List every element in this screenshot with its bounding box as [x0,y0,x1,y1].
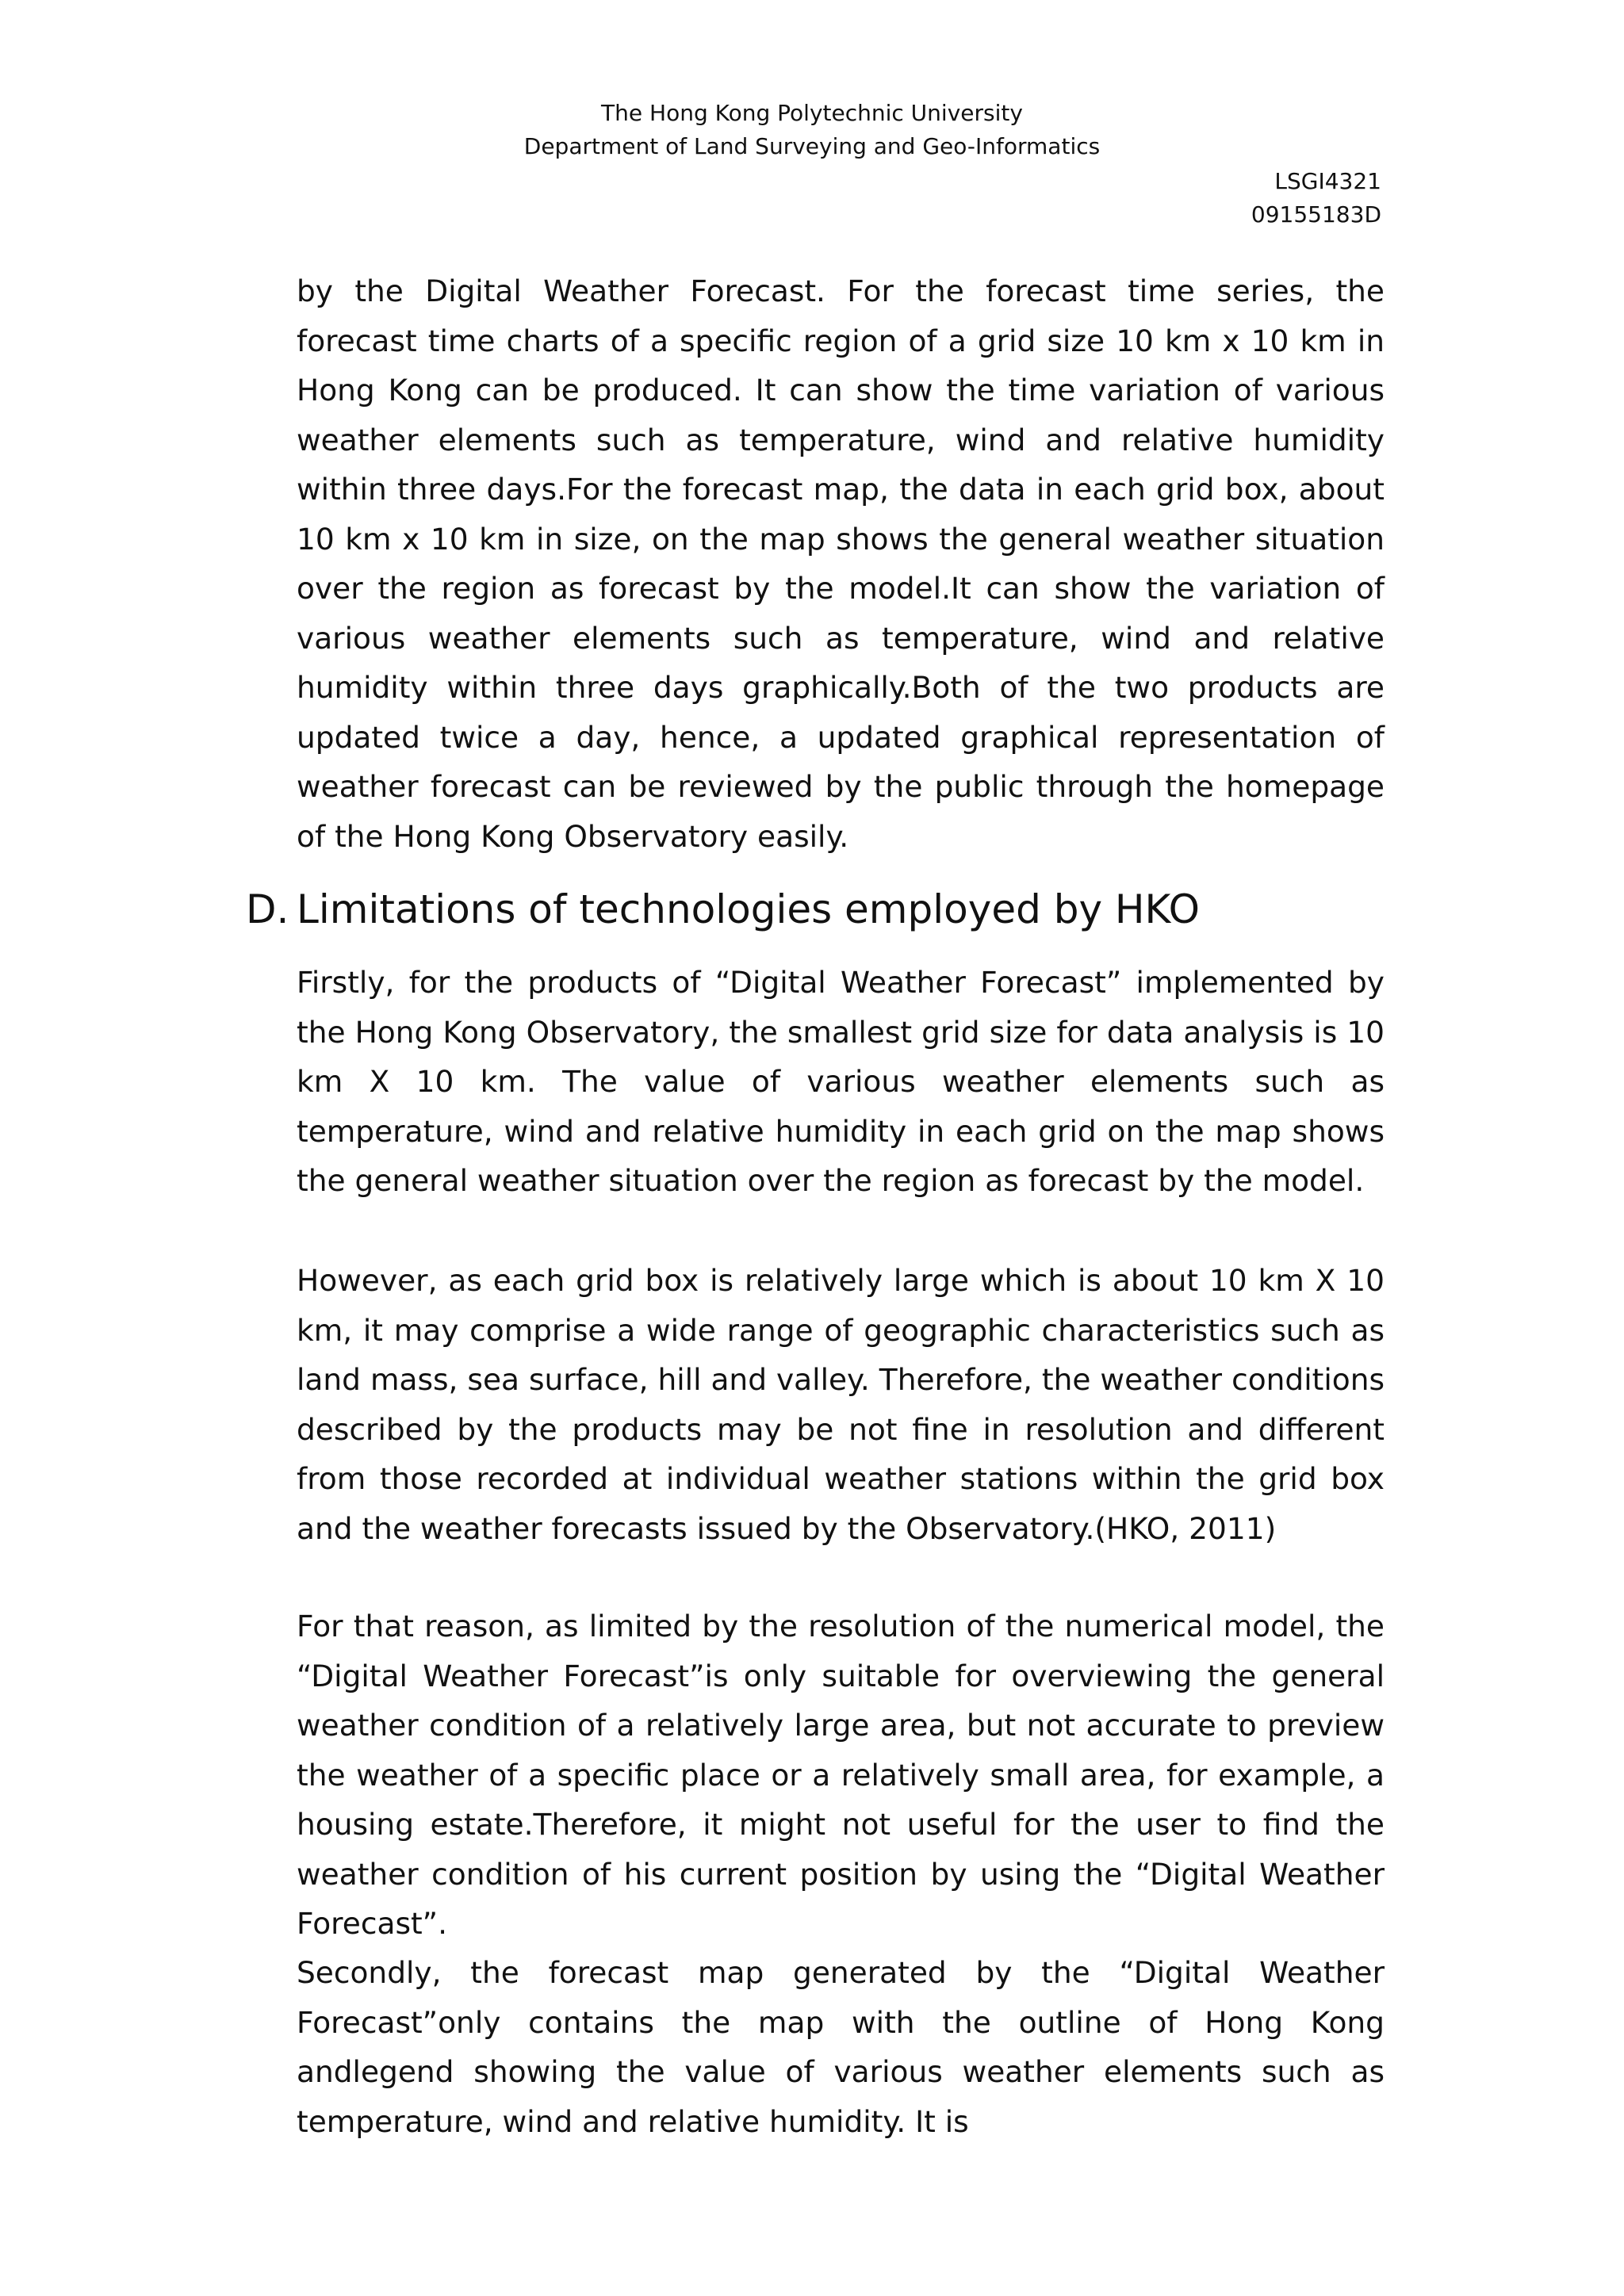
course-code: LSGI4321 [1274,168,1381,194]
document-meta [1251,165,1381,232]
limitation-paragraph-2: However, as each grid box is relatively large which is about 10 km X 10 km, it may comprise a wide range of geographic characteristics such as land mass, sea surface, hill and valley. Therefore, the weather conditions described by the products may be not fine in resolution and different from those recorded at individual weather stations within the grid box and the weather forecasts issued by the Observatory.(HKO, 2011) [297,1263,1385,1546]
department-name: Department of Land Surveying and Geo-Informatics [523,133,1101,159]
intro-paragraph: by the Digital Weather Forecast. For the forecast time series, the forecast time charts of a specific region of a grid size 10 km x 10 km in Hong Kong can be produced. It can show the time variation of various weather elements such as temperature, wind and relative humidity within three days.For the forecast map, the data in each grid box, about 10 km x 10 km in size, on the map shows the general weather situation over the region as forecast by the model.It can show the variation of various weather elements such as temperature, wind and relative humidity within three days graphically.Both of the two products are updated twice a day, hence, a updated graphical representation of weather forecast can be reviewed by the public through the homepage of the Hong Kong Observatory easily. [297,274,1385,854]
section-heading [246,883,1200,936]
limitation-paragraph-3: For that reason, as limited by the resolution of the numerical model, the “Digital Weather Forecast”is only suitable for overviewing the general weather condition of a relatively large area, but not accurate to preview the weather of a specific place or a relatively small area, for example, a housing estate.Therefore, it might not useful for the user to find the weather condition of his current position by using the “Digital Weather Forecast”. [297,1609,1385,1941]
limitation-paragraph-4: Secondly, the forecast map generated by the “Digital Weather Forecast”only contains the map with the outline of Hong Kong andlegend showing the value of various weather elements such as temperature, wind and relative humidity. It is [297,1955,1385,2139]
page-header [0,97,1624,163]
limitation-paragraph-1: Firstly, for the products of “Digital Weather Forecast” implemented by the Hong Kong Observatory, the smallest grid size for data analysis is 10 km X 10 km. The value of various weather elements such as temperature, wind and relative humidity in each grid on the map shows the general weather situation over the region as forecast by the model. [297,965,1385,1198]
section-label: D. [246,886,289,932]
university-name: The Hong Kong Polytechnic University [601,100,1023,126]
student-id: 09155183D [1251,201,1381,228]
section-title: Limitations of technologies employed by HKO [297,886,1200,932]
